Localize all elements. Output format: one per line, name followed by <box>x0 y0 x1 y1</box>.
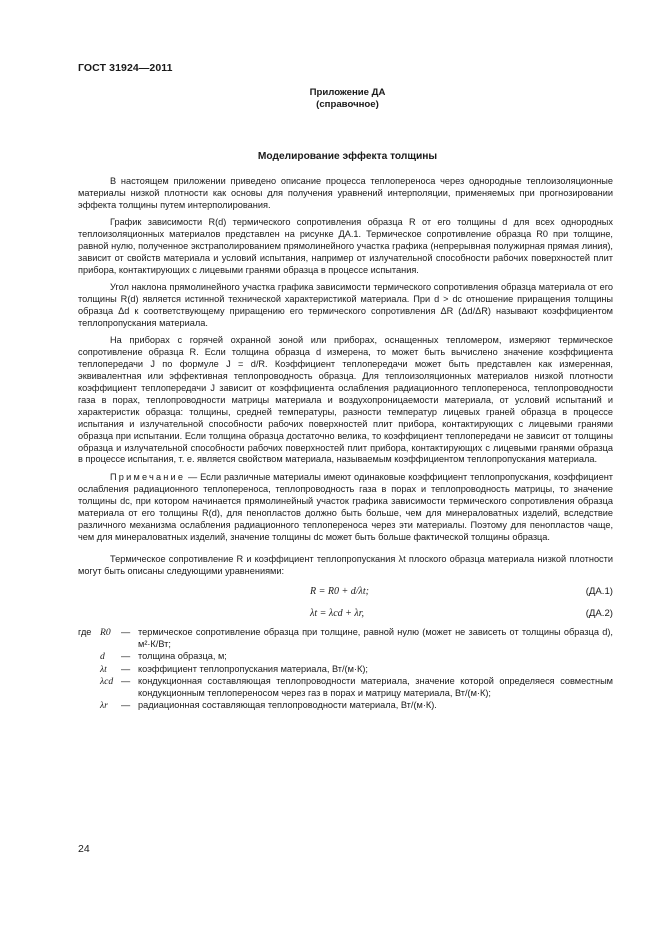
definition-text: коэффициент теплопропускания материала, Вт/(м·К); <box>138 663 368 674</box>
definition-dash: — <box>121 676 131 687</box>
paragraph: На приборах с горячей охранной зоной или приборах, оснащенных тепломером, измеряют термическое сопротивление образца R. Если толщина образца d измерена, то может быть вычислено значение коэффициента теплопередачи J по формуле J = d/R. Коэффициент теплопередачи может быть представлен как измеренная, эквивалентная или эффективная теплопроводность образца. Для теплоизоляционных материалов низкой плотности коэффициент теплопередачи J зависит от коэффициента ослабления радиационного теплопереноса, теплопроводности газа в порах, теплопроводности матрицы материала и воздухопроницаемости материала, от условий испытаний и характеристик образца: толщины, средней температуры, разности температур лицевых граней образца в процессе испытания и излучательной способности рабочих поверхностей плит прибора, контактирующих с лицевыми гранями образца при испытании. Если толщина образца достаточно велика, то коэффициент теплопередачи не зависит от толщины образца и излучательной способности рабочих поверхностей плит прибора, контактирующих с лицевыми гранями образца в процессе испытания, т. е. является свойством материала, называемым коэффициентом теплопропускания материала. <box>78 335 613 465</box>
formula-expression: R = R0 + d/λt; <box>310 586 369 597</box>
where-label: где <box>78 627 92 637</box>
definition-text: радиационная составляющая теплопроводности материала, Вт/(м·К). <box>138 700 437 711</box>
definition-item <box>78 664 613 676</box>
note-paragraph <box>78 472 613 543</box>
definitions-list <box>78 627 613 713</box>
appendix-heading <box>0 87 661 111</box>
standard-header: ГОСТ 31924—2011 <box>78 62 173 74</box>
body-text <box>78 176 613 578</box>
paragraph: В настоящем приложении приведено описание процесса теплопереноса через однородные теплоизоляционные материалы низкой плотности как основы для получения уравнений интерполяции, применяемых при прогнозировании эффекта толщины путем интерполирования. <box>78 176 613 210</box>
definition-symbol: λr <box>100 700 108 712</box>
definition-text: термическое сопротивление образца при толщине, равной нулю (может не зависеть от толщины образца d), м²·К/Вт; <box>138 627 613 649</box>
definition-dash: — <box>121 651 131 662</box>
definition-item <box>78 651 613 663</box>
formula-expression: λt = λcd + λr, <box>310 608 364 619</box>
definition-item <box>78 627 613 651</box>
appendix-title: Приложение ДА <box>309 87 386 98</box>
definition-text: кондукционная составляющая теплопроводности материала, значение которой определяеся совместным кондукционным теплопереносом через газ в порах и матрицу материала, Вт/(м·К); <box>138 676 613 699</box>
formulas-intro: Термическое сопротивление R и коэффициент теплопропускания λt плоского образца материала низкой плотности могут быть описаны следующими уравнениями: <box>78 553 613 576</box>
definition-text: толщина образца, м; <box>138 651 227 662</box>
definition-dash: — <box>121 627 131 637</box>
formula-block <box>78 586 613 630</box>
note-label: Примечание <box>110 472 186 483</box>
definition-dash: — <box>121 700 131 711</box>
formula-number: (ДА.1) <box>585 586 613 597</box>
definition-symbol: λt <box>100 663 107 675</box>
appendix-subtitle: (справочное) <box>316 99 379 110</box>
definition-symbol: d <box>100 651 105 663</box>
definition-item <box>78 700 613 712</box>
definition-dash: — <box>121 663 131 674</box>
definition-item <box>78 676 613 700</box>
definition-symbol: R0 <box>100 627 111 638</box>
page-number: 24 <box>78 843 90 855</box>
paragraph: Угол наклона прямолинейного участка графика зависимости термического сопротивления образца материала от его толщины R(d) является истинной технической характеристикой материала. При d > dc отношение приращения толщины образца Δd к соответствующему приращению его термического сопротивления ΔR (Δd/ΔR) называют коэффициентом теплопропускания материала. <box>78 282 613 328</box>
section-title: Моделирование эффекта толщины <box>257 151 438 162</box>
paragraph: График зависимости R(d) термического сопротивления образца R от его толщины d для всех однородных теплоизоляционных материалов представлен на рисунке ДА.1. Термическое сопротивление образца R0 при толщине, равной нулю, полученное экстраполированием прямолинейного участка графика (непрерывная полужирная прямая линия), зависит от свойств материала и условий испытания, например от излучательной способности рабочих поверхностей плит прибора, контактирующих с лицевыми гранями образца в процессе испытания. <box>78 217 613 275</box>
definition-symbol: λcd <box>100 676 114 688</box>
note-text: — Если различные материалы имеют одинаковые коэффициент теплопропускания, коэффициент ослабления радиационного теплопереноса, теплопроводность газа в порах и теплопроводность матрицы, то значение толщины dc, при котором начинается прямолинейный участок графика зависимости термического сопротивления образца материала от его толщины R(d), для пенопластов должно быть больше, чем для минераловатных изделий, вследствие различного механизма ослабления радиационного теплопереноса через эти материалы. Поэтому для пенопластов чаще, чем для минераловатных изделий, значение толщины dc может быть больше фактической толщины образца. <box>78 472 613 542</box>
formula-row <box>78 586 613 608</box>
formula-number: (ДА.2) <box>585 608 613 619</box>
